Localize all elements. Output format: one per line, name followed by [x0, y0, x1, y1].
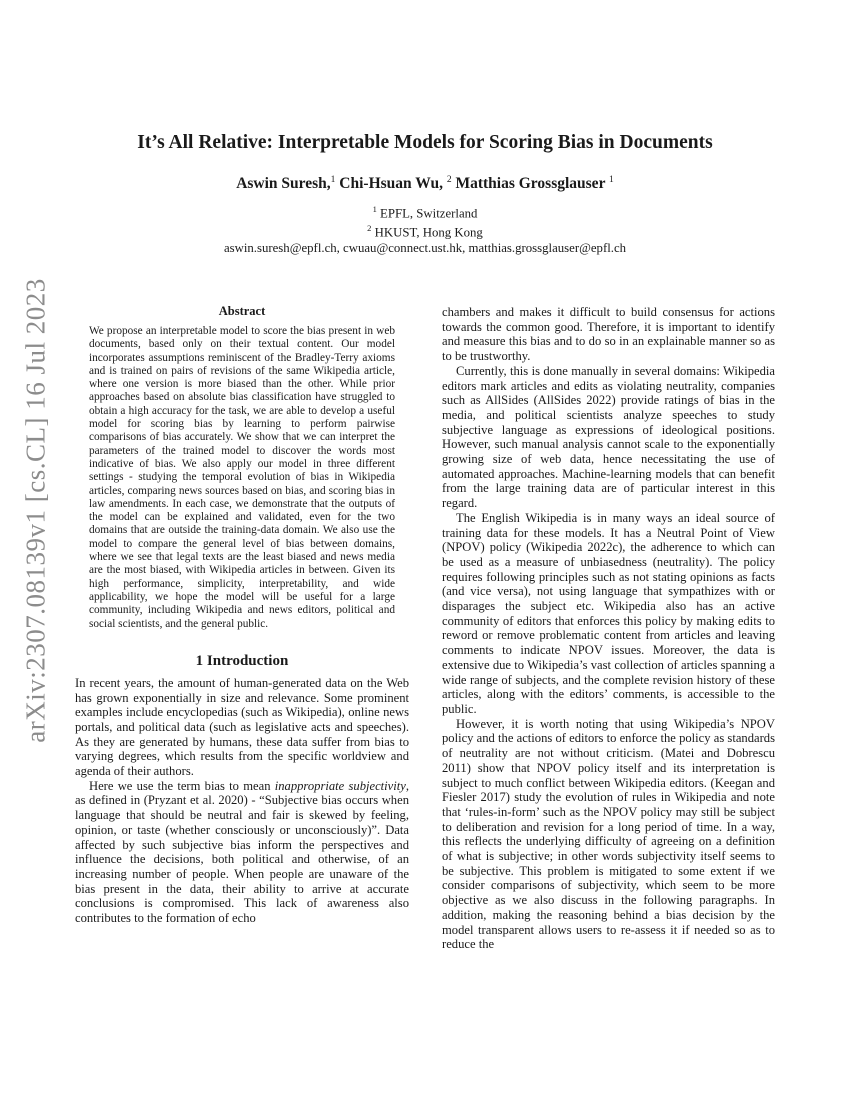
intro-paragraph: In recent years, the amount of human-generated data on the Web has grown exponentially in size and relevance. Some prominent examples include encyclopedias (such as Wikipedia), online news portals, and political data (such as legislative acts and speeches). As they are generated by humans, these data suffer from bias to varying degrees, which results from the specific worldview and agenda of their authors. [75, 675, 409, 779]
body-paragraph: Currently, this is done manually in several domains: Wikipedia editors mark articles and edits as violating neutrality, companies such as AllSides (AllSides 2022) provide ratings of bias in the media, and political scientists analyze speeches to study subjective language as expressions of ideological positions. However, such manual analysis cannot scale to the exponentially growing size of web data, hence necessitating the use of automated approaches. Machine-learning models that can benefit from the large training data are of particular interest in this regard. [442, 363, 775, 511]
paragraph-text: Here we use the term bias to mean [89, 778, 275, 793]
body-paragraph: The English Wikipedia is in many ways an ideal source of training data for these models. It has a Neutral Point of View (NPOV) policy (Wikipedia 2022c), the adherence to which can be used as a measure of unbiasedness (neutrality). The policy requires following principles such as not stating opinions as facts (and vice versa), not using language that sympathizes with or disparages the subject etc. Wikipedia also has an active community of editors that enforces this policy by making edits to reword or remove problematic content from articles and leaving comments to indicate NPOV issues. Moreover, the data is extensive due to Wikipedia’s vast collection of articles spanning a wide range of subjects, and the complete revision history of these articles, along with the editors’ comments, is accessible to the public. [442, 510, 775, 716]
affiliation-line [80, 202, 770, 221]
affiliation-marker: 1 [330, 175, 336, 185]
paper-title: It’s All Relative: Interpretable Models for Scoring Bias in Documents [137, 132, 713, 153]
left-column [75, 304, 409, 926]
author-name: Chi-Hsuan Wu, [335, 175, 443, 193]
author-emails: aswin.suresh@epfl.ch, cwuau@connect.ust.hk, matthias.grossglauser@epfl.ch [223, 240, 627, 255]
body-paragraph: However, it is worth noting that using Wikipedia’s NPOV policy and the actions of editors to enforce the policy as standards of neutrality are not without criticism. (Matei and Dobrescu 2011) show that NPOV policy itself and its interpretation is subject to much conflict between Wikipedia editors. (Keegan and Fiesler 2017) study the evolution of rules in Wikipedia and note that ‘rules-in-form’ such as the NPOV policy may still be subject to deliberation and revision for a long period of time. In a way, this reflects the underlying difficulty of agreeing on a definition of what is subjective; in other words subjectivity itself seems to be subjective. This problem is mitigated to some extent if we consider comparisons of subjectivity, which seem to be more objective as we also discuss in the following paragraphs. In addition, making the reasoning behind a bias decision by the model transparent allows users to re-assess it if needed so as to reduce the [442, 716, 775, 952]
author-list [80, 175, 770, 193]
author-name: Matthias Grossglauser [451, 175, 606, 193]
affiliation-marker: 2 [446, 175, 452, 185]
affiliation-name: HKUST, Hong Kong [371, 225, 483, 240]
affiliation-name: EPFL, Switzerland [376, 206, 478, 221]
author-name: Aswin Suresh, [236, 175, 331, 193]
section-heading-introduction: 1 Introduction [195, 652, 289, 669]
abstract-heading: Abstract [218, 304, 266, 318]
paragraph-text: , as defined in (Pryzant et al. 2020) - “Subjective bias occurs when language that should be neutral and fair is skewed by feeling, opinion, or taste (whether consciously or unconsciously)”. Data affected by such subjective bias inform the perspectives and influence the decisions, both political and otherwise, of an increasing number of people. When people are unaware of the bias present in the data, their ability to arrive at accurate conclusions is compromised. This lack of awareness also contributes to the formation of echo [75, 778, 410, 926]
arxiv-identifier-stamp [12, 277, 60, 743]
arxiv-identifier-text: arXiv:2307.08139v1 [cs.CL] 16 Jul 2023 [20, 277, 51, 743]
affiliation-line [80, 221, 770, 240]
affiliation-marker: 2 [367, 223, 372, 234]
abstract-text: We propose an interpretable model to score the bias present in web documents, based only on their textual content. Our model incorporates assumptions reminiscent of the Bradley-Terry axioms and is trained on pairs of revisions of the same Wikipedia article, where one version is more biased than the other. While prior approaches based on absolute bias classification have struggled to obtain a high accuracy for the task, we are able to develop a useful model for scoring bias by learning to perform pairwise comparisons of bias accurately. We show that we can interpret the parameters of the trained model to discover the words most indicative of bias. We also apply our model in three different settings - studying the temporal evolution of bias in Wikipedia articles, comparing news sources based on bias, and scoring bias in law amendments. In each case, we demonstrate that the outputs of the model can be explained and validated, even for the two domains that are outside the training-data domain. We also use the model to compare the general level of bias between domains, where we see that legal texts are the least biased and news media are the most biased, with Wikipedia articles in between. Given its high performance, simplicity, interpretability, and wide applicability, we hope the model will be useful for a large community, including Wikipedia and news editors, political and social scientists, and the general public. [89, 325, 395, 630]
intro-paragraph [75, 779, 409, 926]
right-column [442, 305, 775, 952]
affiliation-marker: 1 [372, 204, 377, 214]
affiliations [80, 202, 770, 256]
emphasized-term: inappropriate subjectivity [274, 778, 406, 793]
affiliation-marker: 1 [609, 175, 614, 185]
body-paragraph: chambers and makes it difficult to build consensus for actions towards the common good. Therefore, it is important to identify and measure this bias and to do so in an explainable manner so as to be trustworthy. [442, 305, 775, 364]
